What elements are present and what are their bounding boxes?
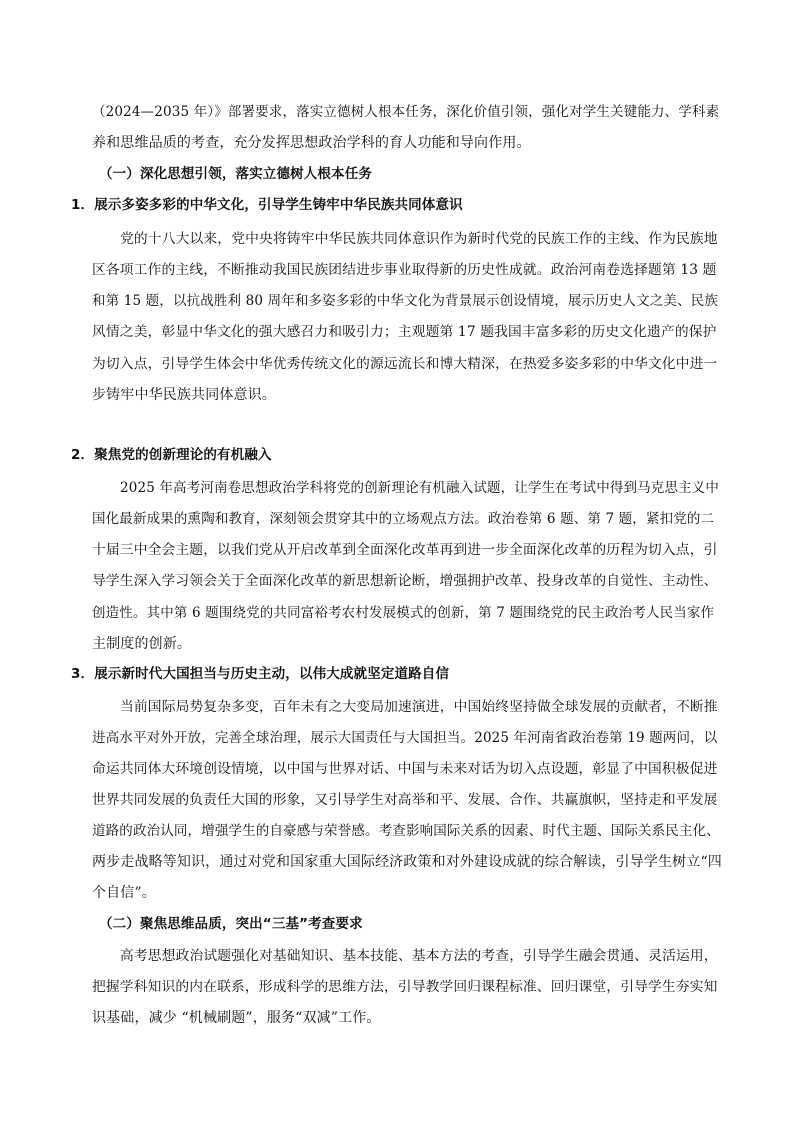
item-3-line-2: 进高水平对外开放，完善全球治理，展示大国责任与大国担当。2025 年河南省政治卷第 19 题两问，以: [92, 730, 718, 746]
item-3-line-7: 个自信”。: [92, 885, 156, 901]
item-1-line-5: 为切入点，引导学生体会中华优秀传统文化的源远流长和博大精深，在热爱多姿多彩的中华文化中进一: [92, 356, 718, 372]
item-3-line-3: 命运共同体大环境创设情境，以中国与世界对话、中国与未来对话为切入点设题，彰显了中国积极促进: [92, 761, 718, 777]
item-2-line-4: 导学生深入学习领会关于全面深化改革的新思想新论断，增强拥护改革、投身改革的自觉性、主动性、: [92, 573, 718, 589]
section-2-line-3: 识基础，减少 “机械刷题”，服务“双减”工作。: [92, 1010, 381, 1026]
item-1-line-4: 风情之美，彰显中华文化的强大感召力和吸引力；主观题第 17 题我国丰富多彩的历史文化遗产的保护: [92, 324, 717, 340]
item-3-line-1: 当前国际局势复杂多变，百年未有之大变局加速演进，中国始终坚持做全球发展的贡献者，不断推: [120, 699, 718, 715]
intro-line-2: 养和思维品质的考查，充分发挥思想政治学科的育人功能和导向作用。: [92, 135, 531, 151]
item-1-line-2: 区各项工作的主线，不断推动我国民族团结进步事业取得新的历史性成就。政治河南卷选择题第 13 题: [92, 262, 717, 278]
item-2-line-3: 十届三中全会主题，以我们党从开启改革到全面深化改革再到进一步全面深化改革的历程为切入点，引: [92, 542, 718, 558]
intro-line-1: （2024—2035 年）》部署要求，落实立德树人根本任务，深化价值引领，强化对学生关键能力、学科素: [92, 104, 720, 120]
item-1-heading: 1．展示多姿多彩的中华文化，引导学生铸牢中华民族共同体意识: [71, 197, 463, 213]
item-2-heading: 2．聚焦党的创新理论的有机融入: [71, 447, 272, 463]
item-2-line-6: 主制度的创新。: [92, 636, 192, 652]
item-1-line-1: 党的十八大以来，党中央将铸牢中华民族共同体意识作为新时代党的民族工作的主线、作为民族地: [120, 231, 718, 247]
item-1-line-3: 和第 15 题，以抗战胜利 80 周年和多姿多彩的中华文化为背景展示创设情境，展示历史人文之美、民族: [92, 293, 719, 309]
item-2-line-1: 2025 年高考河南卷思想政治学科将党的创新理论有机融入试题，让学生在考试中得到马克思主义中: [120, 480, 720, 496]
item-1-line-6: 步铸牢中华民族共同体意识。: [92, 387, 276, 403]
item-3-line-4: 世界共同发展的负责任大国的形象，又引导学生对高举和平、发展、合作、共赢旗帜，坚持走和平发展: [92, 792, 718, 808]
item-3-heading: 3．展示新时代大国担当与历史主动，以伟大成就坚定道路自信: [71, 666, 450, 682]
item-2-line-2: 国化最新成果的熏陶和教育，深刻领会贯穿其中的立场观点方法。政治卷第 6 题、第 7 题，紧扣党的二: [92, 511, 715, 527]
item-2-line-5: 创造性。其中第 6 题围绕党的共同富裕考农村发展模式的创新，第 7 题围绕党的民主政治考人民当家作: [92, 605, 715, 621]
item-3-line-6: 两步走战略等知识，通过对党和国家重大国际经济政策和对外建设成就的综合解读，引导学生树立“四: [92, 854, 722, 870]
section-2-title: （二）聚焦思维品质，突出“三基”考查要求: [99, 916, 363, 932]
section-2-line-1: 高考思想政治试题强化对基础知识、基本技能、基本方法的考查，引导学生融会贯通、灵活运用，: [120, 948, 718, 964]
section-1-title: （一）深化思想引领，落实立德树人根本任务: [99, 166, 372, 182]
item-3-line-5: 道路的政治认同，增强学生的自豪感与荣誉感。考查影响国际关系的因素、时代主题、国际关系民主化、: [92, 823, 720, 839]
section-2-line-2: 把握学科知识的内在联系，形成科学的思维方法，引导教学回归课程标准、回归课堂，引导学生夯实知: [92, 979, 718, 995]
